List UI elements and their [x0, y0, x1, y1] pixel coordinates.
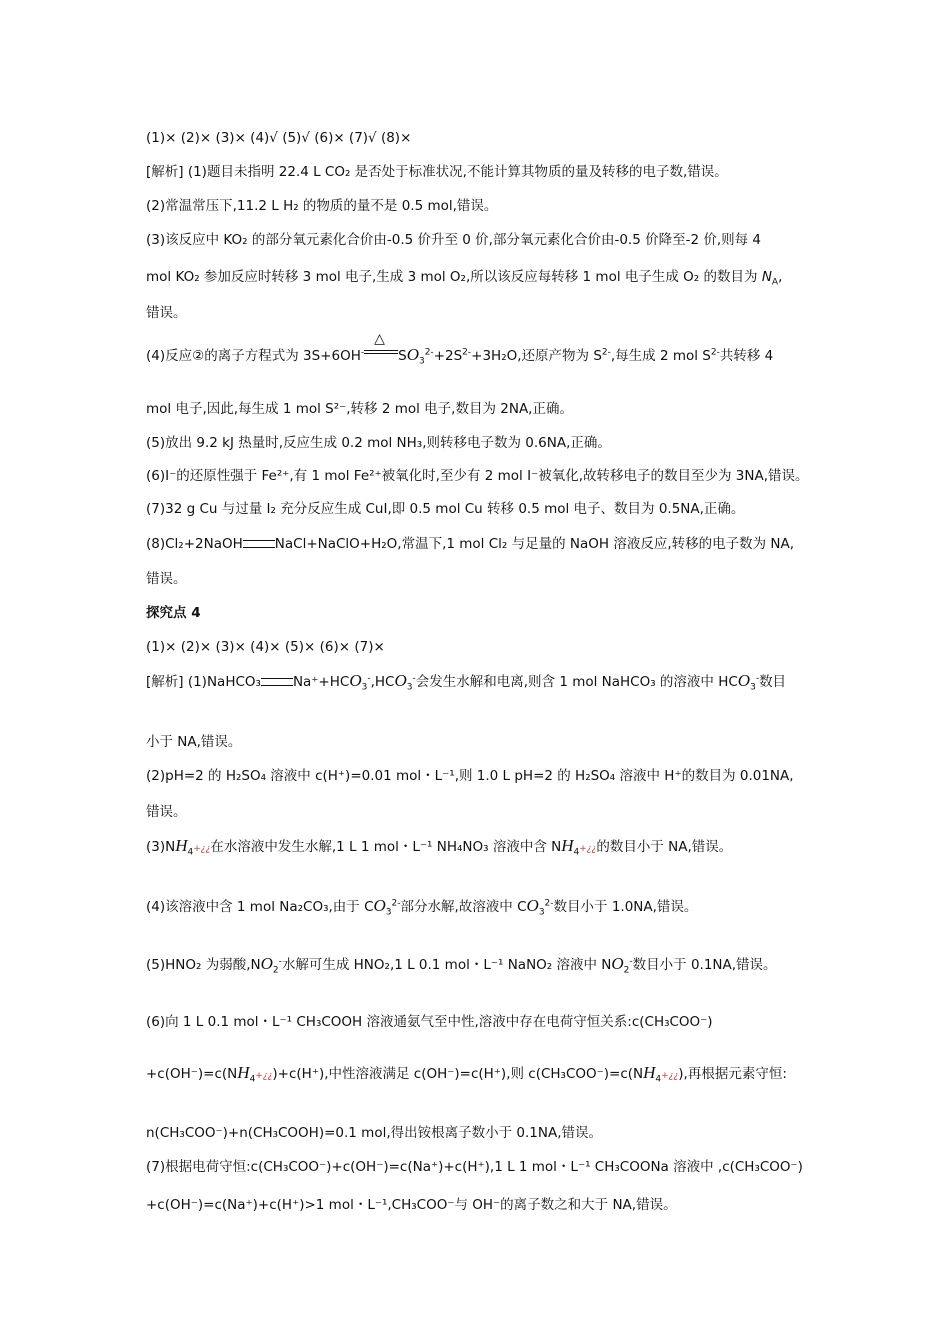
superscript: - [360, 347, 365, 358]
ion-formula: O [373, 896, 386, 915]
ion-formula: O [349, 671, 362, 690]
analysis-line-10: (7)32 g Cu 与过量 I₂ 充分反应生成 CuI,即 0.5 mol Cu 转移 0.5 mol 电子、数目为 0.5NA,正确。 [146, 501, 745, 517]
artifact-text: +¿¿ [255, 1071, 273, 1081]
superscript: 2- [544, 898, 554, 909]
superscript: - [755, 673, 760, 684]
analysis-line-24: +c(OH⁻)=c(Na⁺)+c(H⁺)>1 mol・L⁻¹,CH₃COO⁻与 OH⁻的离子数之和大于 NA,错误。 [146, 1197, 677, 1213]
text-run: mol KO₂ 参加反应时转移 3 mol 电子,生成 3 mol O₂,所以该反应每转移 1 mol 电子生成 O₂ 的数目为 [146, 269, 762, 285]
subscript: 4 [187, 847, 194, 858]
heating-equals-sign [364, 331, 398, 360]
ion-formula: H [643, 1063, 656, 1082]
text-run: , [778, 269, 783, 285]
equals-sign [243, 540, 275, 548]
ion-formula: H [561, 836, 574, 855]
equal-bar-bottom [364, 353, 398, 354]
analysis-line-3: (3)该反应中 KO₂ 的部分氧元素化合价由-0.5 价升至 0 价,部分氧元素化合价由-0.5 价降至-2 价,则每 4 [146, 232, 762, 248]
section-heading: 探究点 4 [146, 605, 201, 621]
analysis-line-2: (2)常温常压下,11.2 L H₂ 的物质的量不是 0.5 mol,错误。 [146, 198, 498, 214]
text-run: S [398, 348, 407, 364]
artifact-text: +¿¿ [579, 844, 597, 854]
text-run: 会发生水解和电离,则含 1 mol NaHCO₃ 的溶液中 HC [415, 674, 738, 690]
ion-formula: H [175, 836, 188, 855]
ion-formula: O [611, 954, 624, 973]
ion-formula: O [737, 671, 751, 690]
subscript: 4 [573, 847, 580, 858]
text-run: [解析] (1)NaHCO₃ [146, 674, 261, 690]
subscript: 3 [750, 682, 756, 693]
analysis-line-23: (7)根据电荷守恒:c(CH₃COO⁻)+c(OH⁻)=c(Na⁺)+c(H⁺),1 L 1 mol・L⁻¹ CH₃COONa 溶液中 ,c(CH₃COO⁻) [146, 1159, 803, 1175]
text-run: +2S [433, 348, 463, 364]
heat-triangle-icon: △ [374, 331, 385, 347]
ion-formula: O [394, 671, 407, 690]
analysis-line-22: n(CH₃COO⁻)+n(CH₃COOH)=0.1 mol,得出铵根离子数小于 0.1NA,错误。 [146, 1125, 603, 1141]
subscript: A [771, 277, 779, 288]
text-run: NaCl+NaClO+H₂O,常温下,1 mol Cl₂ 与足量的 NaOH 溶液反应,转移的电子数为 NA, [274, 536, 795, 552]
text-run: 的数目小于 NA,错误。 [596, 839, 733, 855]
subscript: 3 [361, 682, 368, 693]
superscript: 2- [424, 347, 434, 358]
subscript: 2 [272, 965, 279, 976]
ion-formula: O [526, 896, 539, 915]
analysis-line-19 [146, 955, 777, 974]
analysis-line-4 [146, 268, 782, 286]
answer-line-1: (1)× (2)× (3)× (4)√ (5)√ (6)× (7)√ (8)× [146, 130, 412, 146]
superscript: - [278, 956, 282, 967]
text-run: ,每生成 2 mol S [610, 348, 711, 364]
equal-bar-top [364, 350, 398, 351]
superscript: - [629, 956, 633, 967]
superscript: - [367, 673, 371, 684]
analysis-line-14: 小于 NA,错误。 [146, 734, 242, 750]
analysis-line-21 [146, 1064, 787, 1085]
text-run: Na⁺+HC [292, 674, 350, 690]
analysis-line-1: [解析] (1)题目未指明 22.4 L CO₂ 是否处于标准状况,不能计算其物质的量及转移的电子数,错误。 [146, 164, 728, 180]
text-run: 共转移 4 [719, 348, 774, 364]
analysis-line-6 [146, 331, 774, 367]
superscript: 2- [391, 898, 401, 909]
answer-line-2: (1)× (2)× (3)× (4)× (5)× (6)× (7)× [146, 639, 385, 655]
text-run: +3H₂O,还原产物为 S [471, 348, 602, 364]
analysis-line-13 [146, 672, 786, 691]
analysis-line-18 [146, 897, 697, 916]
subscript: 3 [406, 682, 413, 693]
analysis-line-5: 错误。 [146, 305, 187, 321]
analysis-line-8: (5)放出 9.2 kJ 热量时,反应生成 0.2 mol NH₃,则转移电子数为 0.6NA,正确。 [146, 435, 611, 451]
subscript: 3 [418, 356, 425, 367]
text-run: 数目 [759, 674, 787, 690]
ion-formula: H [237, 1063, 250, 1082]
text-run: ),再根据元素守恒: [678, 1066, 787, 1082]
text-run: (8)Cl₂+2NaOH [146, 536, 243, 552]
superscript: 2- [462, 347, 472, 358]
subscript: 4 [249, 1074, 256, 1085]
subscript: 3 [385, 907, 392, 918]
analysis-line-7: mol 电子,因此,每生成 1 mol S²⁻,转移 2 mol 电子,数目为 2NA,正确。 [146, 401, 573, 417]
text-run: (3)N [146, 839, 176, 855]
analysis-line-12: 错误。 [146, 571, 187, 587]
analysis-line-20: (6)向 1 L 0.1 mol・L⁻¹ CH₃COOH 溶液通氨气至中性,溶液中存在电荷守恒关系:c(CH₃COO⁻) [146, 1014, 713, 1030]
subscript: 4 [655, 1074, 662, 1085]
superscript: - [412, 673, 416, 684]
text-run: (4)该溶液中含 1 mol Na₂CO₃,由于 C [146, 899, 374, 915]
text-run: 数目小于 1.0NA,错误。 [553, 899, 698, 915]
analysis-line-17 [146, 837, 732, 858]
text-run: ,HC [370, 674, 395, 690]
analysis-line-15: (2)pH=2 的 H₂SO₄ 溶液中 c(H⁺)=0.01 mol・L⁻¹,则 1.0 L pH=2 的 H₂SO₄ 溶液中 H⁺的数目为 0.01NA, [146, 768, 794, 784]
subscript: 3 [538, 907, 545, 918]
avogadro-symbol: N [761, 269, 772, 285]
subscript: 2 [623, 965, 630, 976]
text-run: 水解可生成 HNO₂,1 L 0.1 mol・L⁻¹ NaNO₂ 溶液中 N [281, 957, 612, 973]
artifact-text: +¿¿ [661, 1071, 679, 1081]
artifact-text: +¿¿ [193, 844, 211, 854]
superscript: 2- [601, 347, 611, 358]
analysis-line-9: (6)I⁻的还原性强于 Fe²⁺,有 1 mol Fe²⁺被氧化时,至少有 2 mol I⁻被氧化,故转移电子的数目至少为 3NA,错误。 [146, 468, 809, 484]
analysis-line-16: 错误。 [146, 804, 187, 820]
equals-sign [261, 678, 293, 686]
ion-formula: O [406, 345, 419, 364]
analysis-line-11 [146, 535, 794, 553]
text-run: +c(OH⁻)=c(N [146, 1066, 238, 1082]
superscript: 2- [710, 347, 720, 358]
text-run: )+c(H⁺),中性溶液满足 c(OH⁻)=c(H⁺),则 c(CH₃COO⁻)=c(N [272, 1066, 644, 1082]
text-run: (4)反应②的离子方程式为 3S+6OH [146, 348, 361, 364]
text-run: 部分水解,故溶液中 C [400, 899, 527, 915]
text-run: (5)HNO₂ 为弱酸,N [146, 957, 261, 973]
ion-formula: O [260, 954, 273, 973]
text-run: 在水溶液中发生水解,1 L 1 mol・L⁻¹ NH₄NO₃ 溶液中含 N [210, 839, 562, 855]
text-run: 数目小于 0.1NA,错误。 [632, 957, 777, 973]
